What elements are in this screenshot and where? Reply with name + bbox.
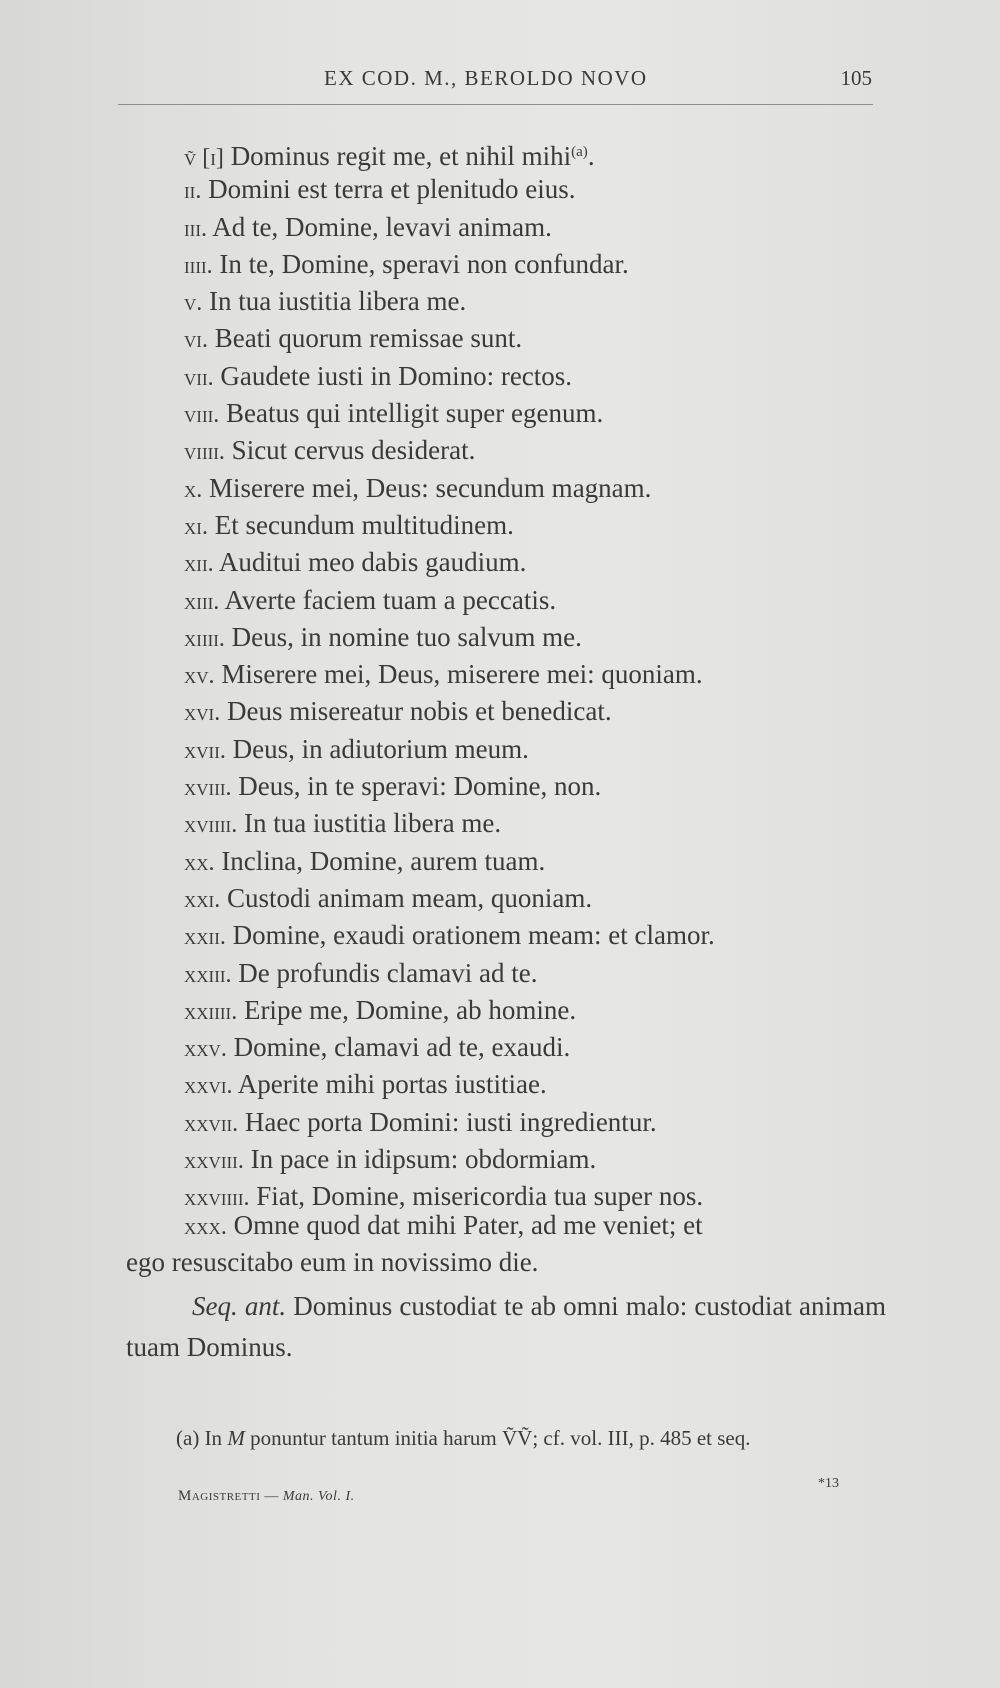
verse-line: [184, 582, 884, 619]
sequence-antiphon: [126, 1286, 886, 1368]
footnote-marker: (a): [176, 1426, 200, 1450]
verse-line: [184, 1066, 884, 1103]
verse-punctuation: .: [587, 141, 595, 171]
footnote: [126, 1421, 886, 1455]
verse-number: xxviiii.: [184, 1185, 250, 1212]
verse-number: xxiiii.: [184, 998, 238, 1025]
verse-line: [184, 619, 884, 656]
verse-line: [184, 731, 884, 768]
verse-text: Custodi animam meam, quoniam.: [220, 882, 593, 913]
verse-number: xv.: [184, 663, 215, 690]
verse-line: [184, 843, 884, 880]
verse-number: xxviii.: [184, 1148, 244, 1175]
verse-number: xii.: [184, 551, 214, 578]
verse-text: Domine, clamavi ad te, exaudi.: [226, 1032, 571, 1063]
verse-text: Beatus qui intelligit super egenum.: [219, 398, 604, 429]
verse-line: [184, 246, 884, 283]
verse-number: vi.: [184, 327, 208, 354]
verse-number: xxiii.: [184, 961, 232, 988]
verse-line: [184, 544, 884, 581]
verse-number: xvii.: [184, 737, 226, 764]
verse-number: iii.: [184, 215, 207, 242]
verse-line-last: [184, 1207, 884, 1246]
verse-text: Miserere mei, Deus: secundum magnam.: [202, 472, 652, 503]
footnote-text-a: In: [199, 1426, 228, 1450]
signature-name: Magistretti: [178, 1488, 261, 1504]
header-rule: [118, 104, 873, 105]
verse-number: iiii.: [184, 252, 213, 279]
verse-text: In te, Domine, speravi non confundar.: [212, 248, 629, 279]
verse-number: v.: [184, 290, 203, 317]
verse-continuation: ego resuscitabo eum in novissimo die.: [126, 1247, 539, 1277]
verse-line: [184, 656, 884, 693]
verse-line: [184, 358, 884, 395]
verse-line: [184, 768, 884, 805]
verse-text: Auditui meo dabis gaudium.: [213, 547, 527, 578]
verse-text: Beati quorum remissae sunt.: [207, 323, 523, 354]
verse-text: Miserere mei, Deus, miserere mei: quoniam.: [214, 659, 703, 690]
signature-title: Man. Vol. I.: [282, 1489, 355, 1504]
verse-text: In tua iustitia libera me.: [202, 286, 467, 317]
verse-number: viiii.: [184, 439, 225, 466]
verse-line: [184, 507, 884, 544]
verse-number: viii.: [184, 402, 220, 429]
verse-text: Ad te, Domine, levavi animam.: [206, 211, 552, 242]
verse-number: xviii.: [184, 775, 232, 802]
verse-text: In pace in idipsum: obdormiam.: [243, 1144, 597, 1175]
verse-text: Fiat, Domine, misericordia tua super nos.: [249, 1181, 704, 1212]
signature-separator: —: [260, 1489, 283, 1504]
verse-text: De profundis clamavi ad te.: [231, 957, 538, 988]
verse-line: [184, 320, 884, 357]
verse-line: [184, 992, 884, 1029]
sequence-text: Dominus custodiat te ab omni malo: custodiat animam tuam Dominus.: [126, 1291, 886, 1362]
verse-text: Deus, in te speravi: Domine, non.: [231, 771, 602, 802]
verse-line: [184, 470, 884, 507]
verse-text: In tua iustitia libera me.: [237, 808, 502, 839]
verse-line: [184, 432, 884, 469]
verse-text: Deus misereatur nobis et benedicat.: [220, 696, 612, 727]
verse-text: Deus, in adiutorium meum.: [225, 733, 529, 764]
page-number: 105: [840, 66, 872, 90]
verse-line: [184, 917, 884, 954]
verse-text: Gaudete iusti in Domino: rectos.: [213, 360, 573, 391]
verse-text: Deus, in nomine tuo salvum me.: [224, 621, 582, 652]
verse-number: xiii.: [184, 588, 220, 615]
verse-text: Haec porta Domini: iusti ingredientur.: [238, 1106, 657, 1137]
verse-text: Domini est terra et plenitudo eius.: [201, 174, 576, 205]
verse-line: [184, 283, 884, 320]
verse-number: xxi.: [184, 886, 221, 913]
verse-number: vii.: [184, 364, 214, 391]
footnote-reference: (a): [571, 144, 588, 160]
signature-mark: *13: [818, 1476, 839, 1491]
verse-line: [184, 209, 884, 246]
manuscript-sigil: M: [227, 1426, 245, 1450]
verse-number: x.: [184, 476, 203, 503]
verse-number: xxvi.: [184, 1073, 233, 1100]
verse-number: xiiii.: [184, 625, 225, 652]
verse-number: xxii.: [184, 924, 226, 951]
verse-list: [184, 134, 884, 1216]
verse-text: Averte faciem tuam a peccatis.: [219, 584, 557, 615]
verse-text: Omne quod dat mihi Pater, ad me veniet; et: [226, 1210, 703, 1240]
verse-number: xxv.: [184, 1036, 227, 1063]
verse-line: [184, 693, 884, 730]
verse-number: xviiii.: [184, 812, 238, 839]
verse-text: Inclina, Domine, aurem tuam.: [214, 845, 546, 876]
verse-line: [184, 1029, 884, 1066]
verse-text: Domine, exaudi orationem meam: et clamor.: [225, 920, 715, 951]
verse-number: ii.: [184, 178, 202, 205]
verse-number: xvi.: [184, 700, 221, 727]
sequence-label: Seq. ant.: [192, 1291, 287, 1321]
verse-text: Aperite mihi portas iustitiae.: [232, 1069, 547, 1100]
verse-text: Et secundum multitudinem.: [207, 509, 514, 540]
running-head-title: EX COD. M., BEROLDO NOVO: [324, 66, 648, 90]
verse-line: [184, 1104, 884, 1141]
verse-line: [184, 880, 884, 917]
verse-line: [184, 805, 884, 842]
verse-number: xi.: [184, 513, 208, 540]
verse-text: Eripe me, Domine, ab homine.: [237, 994, 577, 1025]
verse-number: xxx.: [184, 1214, 227, 1240]
verse-line: [184, 395, 884, 432]
verse-line: [184, 955, 884, 992]
verse-number: xxvii.: [184, 1110, 239, 1137]
verse-text: Sicut cervus desiderat.: [224, 435, 476, 466]
running-head: [120, 66, 872, 100]
verse-number: ṽ [i]: [184, 145, 224, 171]
verse-number: xx.: [184, 849, 215, 876]
verse-line: [184, 1141, 884, 1178]
verse-line: [184, 134, 884, 171]
verse-text: Dominus regit me, et nihil mihi: [223, 141, 572, 171]
footnote-text-b: ponuntur tantum initia harum ṼṼ; cf. vol. III, p. 485 et seq.: [244, 1426, 751, 1450]
verse-line: [184, 171, 884, 208]
printer-signature: [178, 1488, 355, 1505]
